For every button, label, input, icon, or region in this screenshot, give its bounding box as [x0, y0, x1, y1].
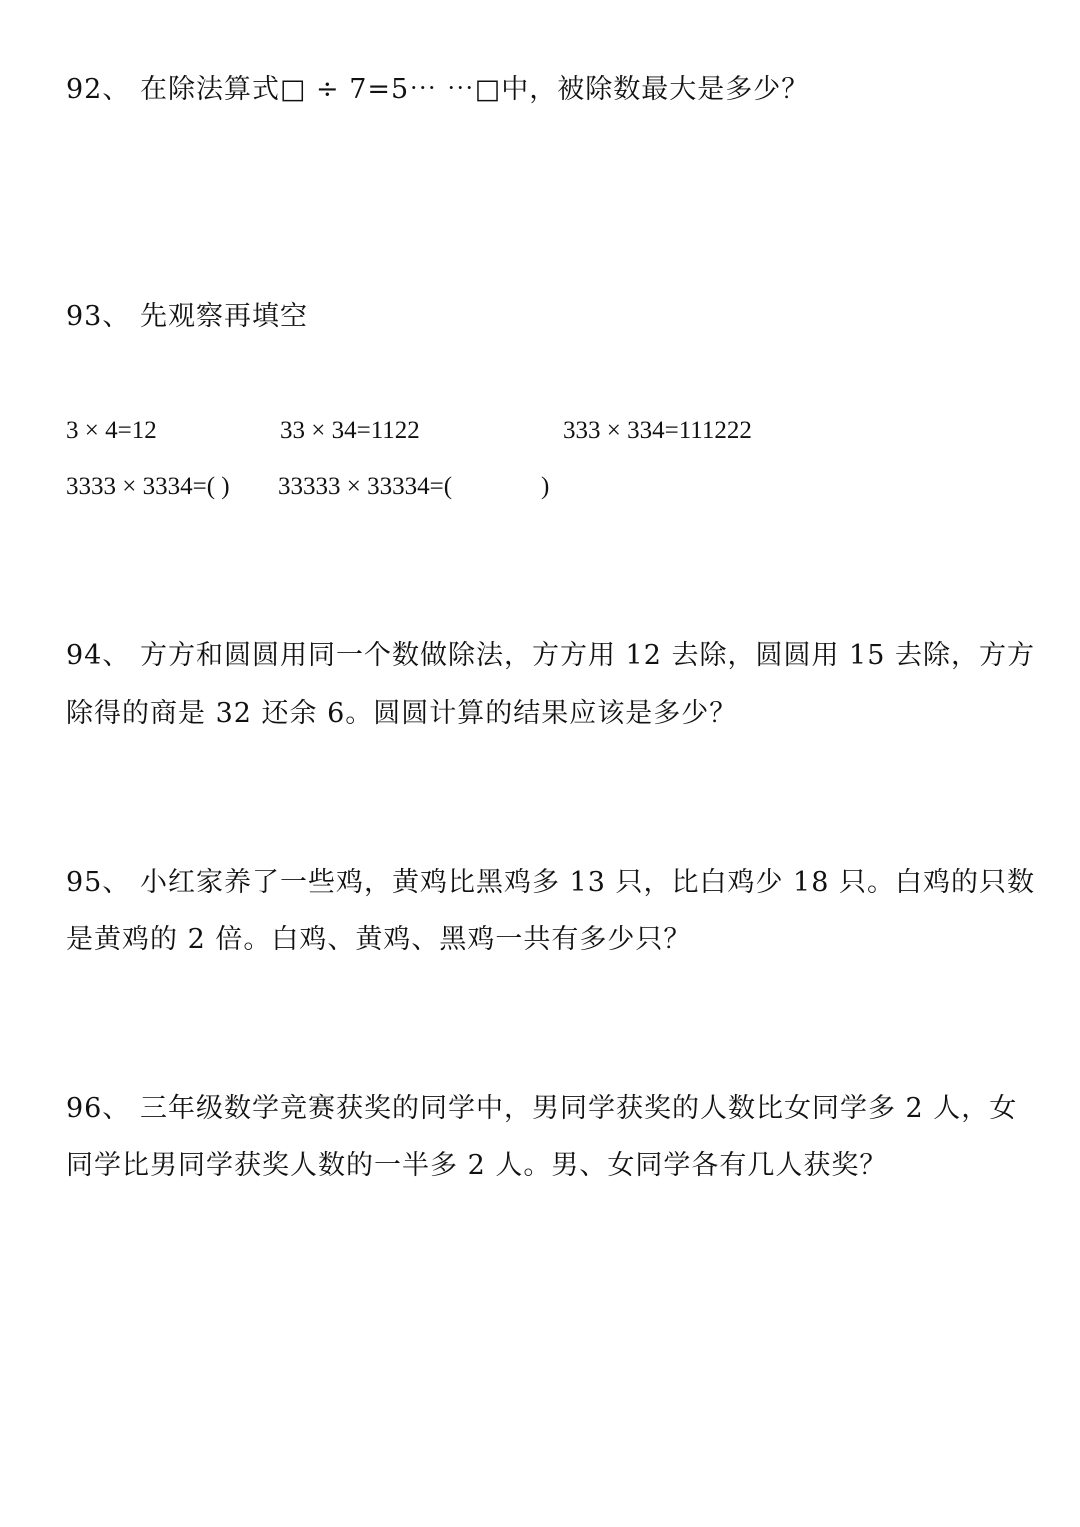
question-94-line-1: 94、 方方和圆圆用同一个数做除法，方方用 12 去除，圆圆用 15 去除，方方 — [66, 640, 1035, 671]
question-96-line-1: 96、 三年级数学竞赛获奖的同学中，男同学获奖的人数比女同学多 2 人，女 — [66, 1093, 1018, 1124]
question-96-line-2: 同学比男同学获奖人数的一半多 2 人。男、女同学各有几人获奖？ — [66, 1150, 888, 1181]
question-92-text: 92、 在除法算式□ ÷ 7=5⋯ ⋯□中，被除数最大是多少？ — [66, 74, 810, 105]
question-95-line-1: 95、 小红家养了一些鸡，黄鸡比黑鸡多 13 只，比白鸡少 18 只。白鸡的只数 — [66, 867, 1035, 898]
equation-3x4: 3 × 4=12 — [66, 417, 157, 444]
equation-3333x3334-blank: 3333 × 3334=( ) — [66, 473, 230, 500]
equation-33333x33334-blank: 33333 × 33334=( — [278, 473, 453, 500]
equation-33x34: 33 × 34=1122 — [280, 417, 420, 444]
question-94-line-2: 除得的商是 32 还余 6。圆圆计算的结果应该是多少？ — [66, 698, 738, 729]
question-93-title: 93、 先观察再填空 — [66, 301, 308, 332]
question-95-line-2: 是黄鸡的 2 倍。白鸡、黄鸡、黑鸡一共有多少只？ — [66, 924, 692, 955]
blank-close-paren: ) — [541, 473, 550, 500]
equation-333x334: 333 × 334=111222 — [563, 417, 752, 444]
